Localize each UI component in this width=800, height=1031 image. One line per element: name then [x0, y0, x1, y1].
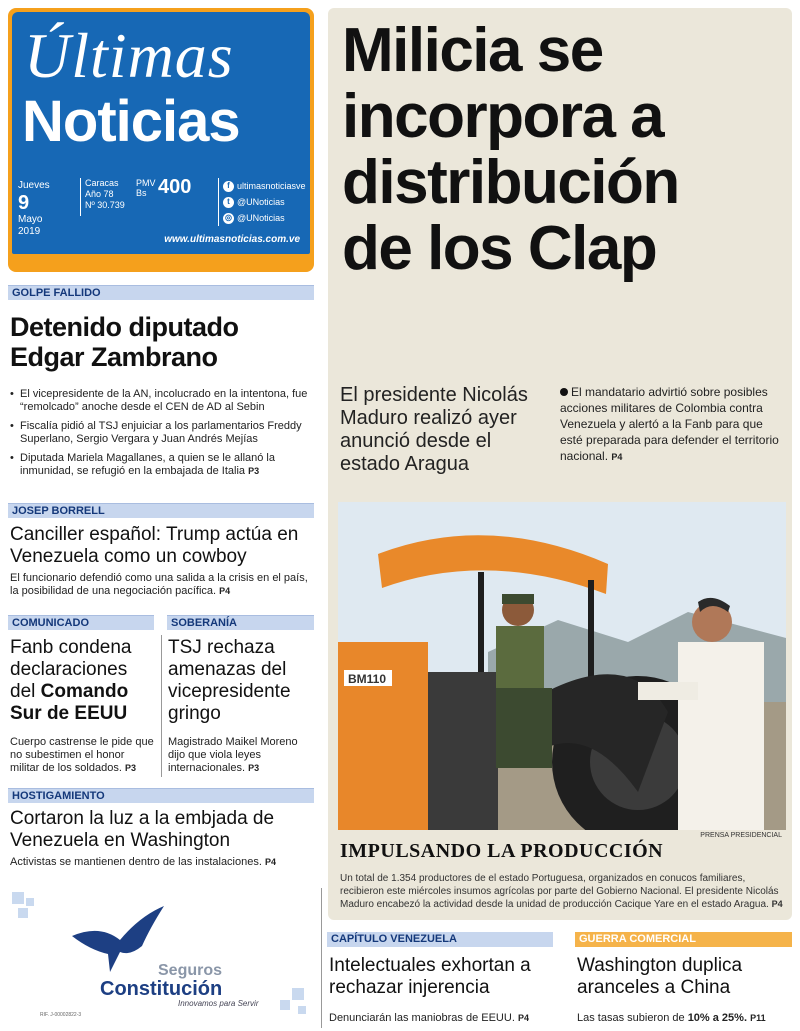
deck-washington: Las tasas subieron de 10% a 25%. P11 — [577, 1012, 766, 1024]
kicker-golpe-fallido: GOLPE FALLIDO — [8, 285, 314, 300]
advertisement[interactable] — [8, 888, 320, 1028]
deck-embajada: Activistas se mantienen dentro de las instalaciones. P4 — [10, 856, 276, 868]
headline-fanb[interactable]: Fanb condena declaraciones del Comando Sur de EEUU — [10, 637, 132, 724]
lead-headline[interactable]: Milicia se incorpora a distribución de los Clap — [342, 16, 679, 283]
headline-intelectuales[interactable]: Intelectuales exhortan a rechazar injerencia — [329, 955, 531, 998]
price: 400 — [158, 176, 192, 198]
kicker-hostigamiento: HOSTIGAMIENTO — [8, 788, 314, 803]
social-facebook[interactable]: f ultimasnoticiasve — [223, 178, 306, 194]
kicker-soberania: SOBERANÍA — [167, 615, 314, 630]
deck-intelectuales: Denunciarán las maniobras de EEUU. P4 — [329, 1012, 529, 1024]
masthead — [8, 8, 314, 272]
decor-square — [280, 1000, 290, 1010]
column-divider — [321, 888, 322, 1028]
page-ref: P3 — [248, 466, 260, 476]
decor-square — [12, 892, 24, 904]
lead-photo — [338, 502, 786, 830]
kicker-josep-borrell: JOSEP BORRELL — [8, 503, 314, 518]
page-ref: P4 — [771, 899, 783, 909]
issue-number: Nº 30.739 — [85, 200, 125, 210]
month: Mayo — [18, 214, 43, 225]
bullet-icon — [560, 388, 568, 396]
eagle-logo-icon — [70, 906, 166, 976]
page-ref: P4 — [611, 452, 623, 462]
list-item: • Diputada Mariela Magallanes, a quien se le allanó la inmunidad, se refugió en la embajada de Italia P3 — [10, 452, 314, 478]
story1-bullets — [10, 388, 314, 484]
facebook-icon: f — [223, 181, 234, 192]
headline-tsj[interactable]: TSJ rechaza amenazas del vicepresidente gringo — [168, 637, 291, 724]
tractor-label: BM110 — [348, 672, 387, 686]
brand-fine-print: RIF. J-00002822-3 — [40, 1012, 82, 1018]
masthead-panel — [12, 12, 310, 254]
page-ref: P3 — [248, 763, 260, 773]
decor-square — [298, 1006, 306, 1014]
city: Caracas — [85, 178, 119, 188]
logo-ultimas: Últimas — [24, 20, 234, 91]
day-number: 9 — [18, 192, 30, 214]
photo-credit: PRENSA PRESIDENCIAL — [700, 832, 782, 839]
pmv-label: PMV — [136, 178, 156, 188]
social-links — [218, 178, 306, 226]
instagram-icon: ◎ — [223, 213, 234, 224]
weekday: Jueves — [18, 180, 50, 191]
issue-info — [80, 178, 138, 216]
deck-fanb: Cuerpo castrense le pide que no subestimen el honor militar de los soldados. P3 — [10, 736, 154, 774]
headline-canciller[interactable]: Canciller español: Trump actúa en Venezuela como un cowboy — [10, 524, 299, 567]
headline-embajada[interactable]: Cortaron la luz a la embjada de Venezuela en Washington — [10, 808, 275, 851]
tractor-photo — [338, 502, 786, 830]
kicker-capitulo-venezuela: CAPÍTULO VENEZUELA — [327, 932, 553, 947]
deck-tsj: Magistrado Maikel Moreno dijo que viola leyes internacionales. P3 — [168, 736, 298, 774]
photo-caption-title: IMPULSANDO LA PRODUCCIÓN — [340, 840, 664, 862]
kicker-comunicado: COMUNICADO — [8, 615, 154, 630]
issue-date — [18, 180, 70, 238]
list-item: • Fiscalía pidió al TSJ enjuiciar a los parlamentarios Freddy Superlano, Sergio Vergara y Juan Andrés Mejías — [10, 420, 314, 446]
page-ref: P4 — [517, 1013, 529, 1023]
lead-deck: El presidente Nicolás Maduro realizó ayer anunció desde el estado Aragua — [340, 384, 528, 475]
page-ref: P11 — [750, 1013, 766, 1023]
year-number: Año 78 — [85, 189, 114, 199]
decor-square — [292, 988, 304, 1000]
brand-constitucion: Constitución — [100, 978, 223, 1000]
photo-caption-text: Un total de 1.354 productores de el estado Portuguesa, organizados en conucos familiares, recibieron este miércoles insumos agrícolas por parte del Gobierno Nacional. El presidente Nicolás Maduro encabezó la actividad desde la unidad de producción Cacique Yare en el estado Aragua. P4 — [340, 873, 783, 910]
social-instagram[interactable]: ◎ @UNoticias — [225, 213, 285, 223]
price-labels — [136, 178, 156, 198]
column-divider — [161, 635, 162, 777]
lead-story — [328, 8, 792, 920]
year: 2019 — [18, 226, 41, 237]
deck-canciller: El funcionario defendió como una salida a la crisis en el país, la posibilidad de una negociación pacífica. P4 — [10, 572, 308, 597]
decor-square — [18, 908, 28, 918]
page-ref: P4 — [219, 586, 231, 596]
brand-seguros: Seguros — [158, 962, 223, 979]
lead-side-note: El mandatario advirtió sobre posibles acciones militares de Colombia contra Venezuela y alertó a la Fanb para que esté preparada para defender el territorio nacional. P4 — [560, 385, 779, 463]
headline-zambrano[interactable]: Detenido diputado Edgar Zambrano — [10, 312, 239, 372]
list-item: • El vicepresidente de la AN, incolucrado en la intentona, fue “remolcado” anoche desde el CEN de AD al Sebin — [10, 388, 314, 414]
logo-noticias: Noticias — [22, 89, 240, 154]
twitter-icon: t — [223, 197, 234, 208]
brand-tagline: Innovamos para Servir — [178, 999, 259, 1008]
decor-square — [26, 898, 34, 906]
kicker-guerra-comercial: GUERRA COMERCIAL — [575, 932, 792, 947]
page-ref: P4 — [264, 857, 276, 867]
social-twitter[interactable]: t @UNoticias — [223, 194, 306, 210]
headline-washington[interactable]: Washington duplica aranceles a China — [577, 955, 743, 998]
page-ref: P3 — [124, 763, 136, 773]
website-url[interactable]: www.ultimasnoticias.com.ve — [164, 234, 300, 245]
currency-label: Bs — [136, 188, 147, 198]
